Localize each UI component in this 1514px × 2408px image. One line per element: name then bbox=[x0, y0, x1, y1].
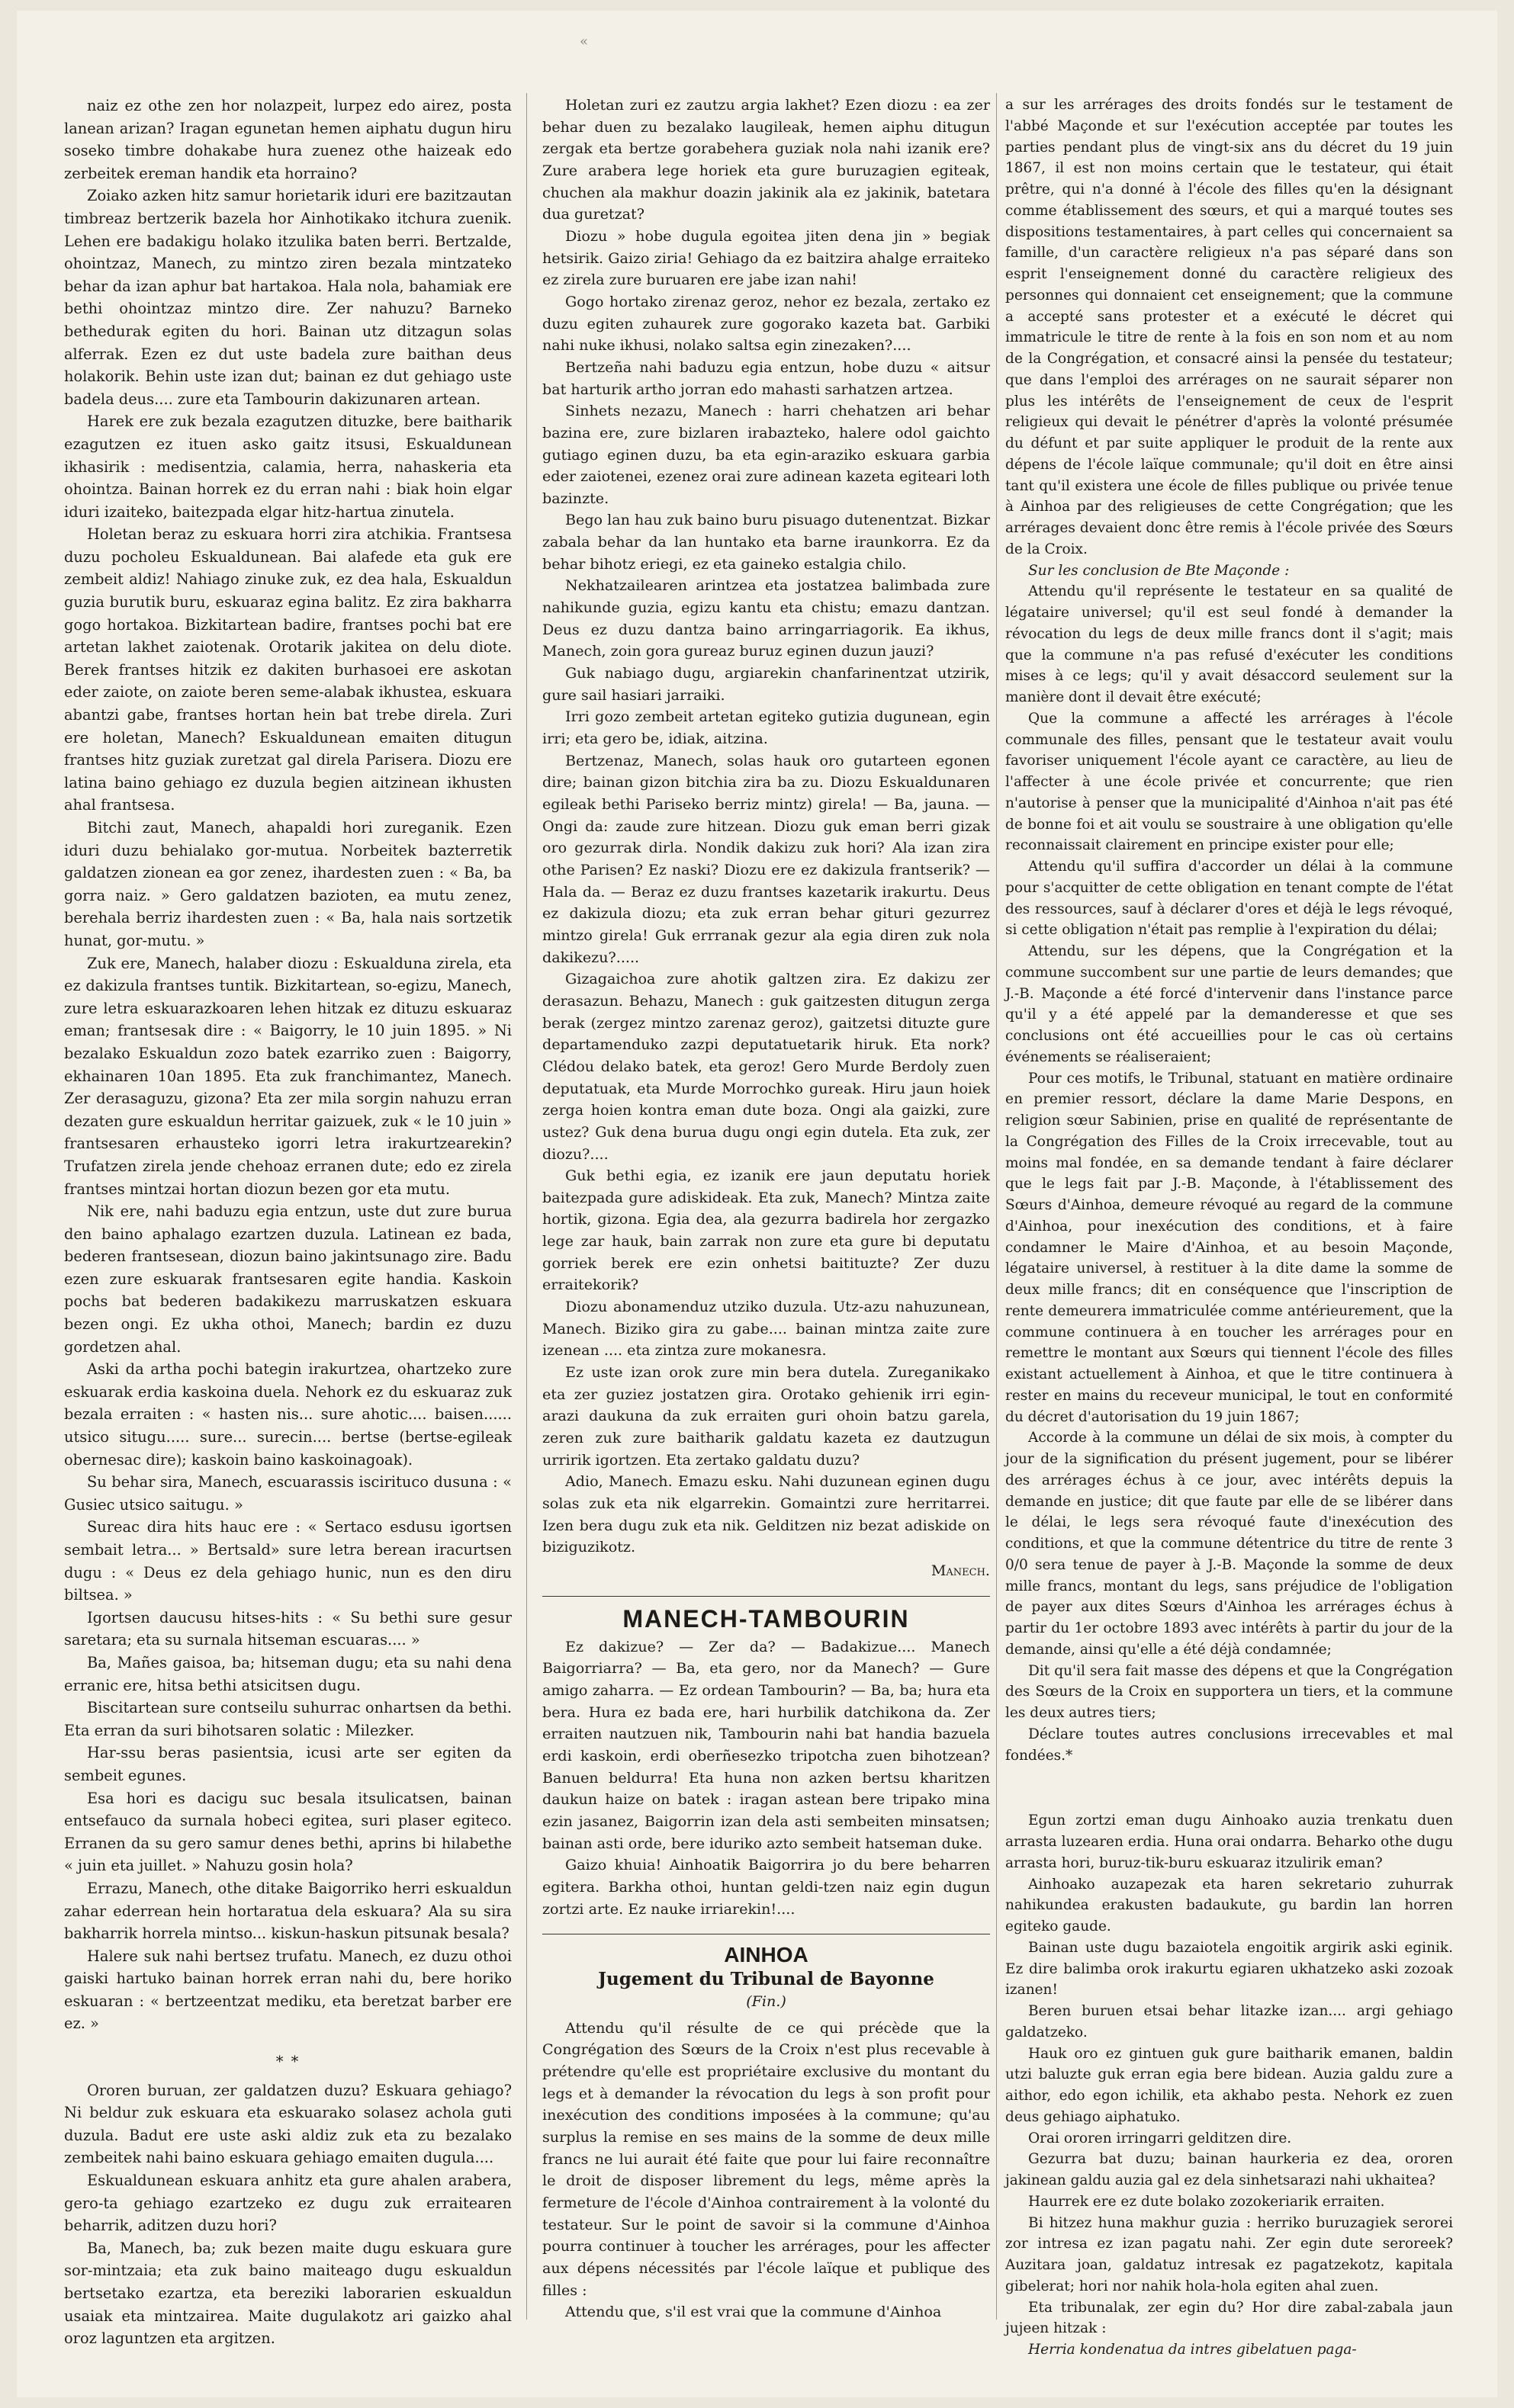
paragraph: Sureac dira hits hauc ere : « Sertaco esdusu igortsen sembait letra... » Bertsald» sure letra berean iracurtsen dugu : « Deus ez dela gehiago hunic, nun es den diru biltsea. » bbox=[64, 1518, 512, 1604]
paragraph: Bitchi zaut, Manech, ahapaldi hori zureganik. Ezen iduri duzu behialako gor-mutua. Norbeitek bazterretik galdatzen zionean ea gor zenez, ihardesten zuen : « Ba, ba gorra naiz. » Gero galdatzen bazioten, ea mutu zenez, berehala berriz ihardesten zuen : « Ba, hala nais sortzetik hunat, gor-mutu. » bbox=[64, 819, 512, 949]
paragraph: Ainhoako auzapezak eta haren sekretario zuhurrak nahikundea erakusten badaukute, gu bardin lan horren egiteko gaude. bbox=[1005, 1876, 1453, 1934]
paragraph: Eskualdunean eskuara anhitz eta gure ahalen arabera, gero-ta gehiago ezartzeko ez dugu zuk erraitearen beharrik, aditzen duzu hori? bbox=[64, 2172, 512, 2235]
paragraph: Holetan zuri ez zautzu argia lakhet? Ezen diozu : ea zer behar duen zu bezalako laugileak, hemen aiphu ditugun zergak eta bertze gorabehera guziak nola nahi izanik ere? Zure arabera lege horiek eta gure buruzagien egiteak, chuchen ala makhur doazin jakinik ala ez jakinik, batetara dua guretzat? bbox=[542, 96, 990, 223]
paragraph: Harek ere zuk bezala ezagutzen dituzke, bere baitharik ezagutzen ez ituen asko gaitz itsusi, Eskualdunean ikhasirik : medisentzia, calamia, herra, nahaskeria eta ohointza. Bainan horrek ez du erran nahi : biak hoin elgar iduri izaiteko, baitezpada elgar hitz-hartua zinutela. bbox=[64, 413, 512, 521]
paragraph: Zuk ere, Manech, halaber diozu : Eskualduna zirela, eta ez dakizula frantses tuntik. Bizkitartean, so-egizu, Manech, zure letra eskuarazkoaren lehen hitzak ez dituzu eskuaraz eman; frantsesak dire : « Baigorry, le 10 juin 1895. » Ni bezalako Eskualdun zozo batek ezarriko zuen : Baigorry, ekhainaren 10an 1895. Eta zuk franchimantez, Manech. Zer derasaguzu, gizona? Eta zer mila sorgin nahuzu erran dezaten gure eskualdun herritar gaizuek, zuk « le 10 juin » frantsesaren erhausteko igorri letra irakurtzearekin? Trufatzen zirela jende chehoaz erranen dute; edo ez zirela frantses mintzai hortan diozun bezen gor eta mutu. bbox=[64, 954, 512, 1198]
paragraph: naiz ez othe zen hor nolazpeit, lurpez edo airez, posta lanean arizan? Iragan egunetan hemen aiphatu dugun hiru soseko timbre dohakabe hura zuenez othe haizeak edo zerbeitek ereman handik eta horraino? bbox=[64, 97, 512, 182]
paragraph: Bego lan hau zuk baino buru pisuago dutenentzat. Bizkar zabala behar da lan huntako eta barne iraunkorra. Ez da behar bihotz eriegi, ez eta gaineko estalgia chilo. bbox=[542, 511, 990, 573]
paragraph: Errazu, Manech, othe ditake Baigorriko herri eskualdun zahar ederrean hein hortaratua dela eskuara? Ala su sira bakharrik horrela mintso... kiskun-haskun pitsunak besala? bbox=[64, 1879, 512, 1943]
continuation-note: (Fin.) bbox=[746, 1992, 786, 2011]
paragraph: a sur les arrérages des droits fondés sur le testament de l'abbé Maçonde et sur l'exécution acceptée par toutes les parties pendant plus de vingt-six ans du décret du 19 juin 1867, il est non moins certain que le testateur, qui était prêtre, qui n'a donné à l'école des filles qu'en la désignant comme établissement des sœurs, et qui a marqué toutes ses dispositions testamentaires, à part celles qui concernaient sa famille, d'un caractère religieux n'a pas séparé dans son esprit l'enseignement donné du caractère religieux des personnes qui donnaient cet enseignement; que la commune a accepté sans protester et a exécuté le décret qui immatricule le titre de rente à la fois en son nom et au nom de la Congrégation, et consacré ainsi la pensée du testateur; que dans l'emploi des arrérages on ne saurait séparer non plus les intérêts de l'enseignement de ceux de l'esprit religieux qui devait le pénétrer d'après la volonté présumée du défunt et par suite appliquer le produit de la rente aux dépens de l'école laïque communale; qu'il doit en être ainsi tant qu'il existera une école de filles publique ou privée tenue à Ainhoa par des religieuses de cette Congrégation; que les arrérages devaient donc être remis à l'école privée des Sœurs de la Croix. bbox=[1005, 97, 1453, 557]
paragraph: Gaizo khuia! Ainhoatik Baigorrira jo du bere beharren egitera. Barkha othoi, huntan geldi-tzen naiz egin dugun zortzi arte. Ez nauke irriarekin!.... bbox=[542, 1856, 990, 1918]
paragraph: Eta tribunalak, zer egin du? Hor dire zabal-zabala jaun jujeen hitzak : bbox=[1005, 2299, 1453, 2337]
paragraph: Bertzeña nahi baduzu egia entzun, hobe duzu « aitsur bat harturik artho jorran edo mahasti sarhatzen artzea. bbox=[542, 358, 990, 398]
paragraph: Ba, Manech, ba; zuk bezen maite dugu eskuara gure sor-mintzaia; eta zuk baino maiteago dugu eskualdun bertsetako ezartza, eta bereziki laborarien eskualdun usaiak eta mintzairea. Maite dugulakotz ari gaizko ahal oroz laguntzen eta argitzen. bbox=[64, 2239, 512, 2348]
divider bbox=[542, 1596, 990, 1597]
paragraph: Gezurra bat duzu; bainan haurkeria ez dea, ororen jakinean galdu auzia gal ez dela sinhetsarazi nahi ukhaitea? bbox=[1005, 2151, 1453, 2188]
paragraph: Hauk oro ez gintuen guk gure baitharik emanen, baldin utzi baluzte guk erran egia bere bidean. Auzia galdu zure a aithor, edo egon ichilik, eta akhabo pesta. Nehork ez zuen deus gehiago aiphatuko. bbox=[1005, 2045, 1453, 2125]
column-rule bbox=[996, 93, 997, 2320]
paragraph: Diozu abonamenduz utziko duzula. Utz-azu nahuzunean, Manech. Biziko gira zu gabe.... bainan mintza zaite zure izenean .... eta zintza zure mokanesra. bbox=[542, 1298, 990, 1360]
column-3 bbox=[1005, 95, 1453, 2361]
paragraph: Bi hitzez huna makhur guzia : herriko buruzagiek serorei zor intresa ez izan pagatu nahi. Zer egin dute seroreek? Auzitara joan, galdatuz intresak ez pagatzekotz, kapitala gibelerat; hori nor nahik hola-hola egiten ahal zuen. bbox=[1005, 2214, 1453, 2294]
paragraph: Attendu qu'il suffira d'accorder un délai à la commune pour s'acquitter de cette obligation en tenant compte de l'état des ressources, sauf à déclarer d'ores et déjà le legs révoqué, si cette obligation n'était pas remplie à l'expiration du délai; bbox=[1005, 859, 1453, 939]
paragraph: Nekhatzailearen arintzea eta jostatzea balimbada zure nahikunde guzia, egizu kantu eta chistu; emazu dantzan. Deus ez duzu dantza baino arringarriagorik. Ea ikhus, Manech, zoin gora gureaz buruz eginen duzun jauzi? bbox=[542, 576, 990, 660]
section-subheading: Jugement du Tribunal de Bayonne bbox=[598, 1969, 934, 1990]
paragraph: Egun zortzi eman dugu Ainhoako auzia trenkatu duen arrasta luzearen erdia. Huna orai ondarra. Beharko othe dugu arrasta hori, buruz-tik-buru eskuaraz itzulirik eman? bbox=[1005, 1812, 1453, 1871]
paragraph: Nik ere, nahi baduzu egia entzun, uste dut zure burua den baino aphalago ezartzen duzula. Latinean ez bada, bederen frantsesean, diozun baino jakintsunago zire. Badu ezen zure eskuarak frantsesaren egite handia. Kaskoin pochs bat bederen badakikezu marruskatzen eskuara bezen ongi. Ez ukha othoi, Manech; bardin ez duzu gordetzen ahal. bbox=[64, 1202, 512, 1356]
paragraph: Zoiako azken hitz samur horietarik iduri ere bazitzautan timbreaz bertzerik bazela hor Ainhotikako itchura zuenik. Lehen ere badakigu holako itzulika baten berri. Bertzalde, ohointzaz, Manech, zu mintzo ziren bezala mintzateko behar da izan aphur bat hartakoa. Hala nola, bahamiak ere bethi ohointzaz mintzo dire. Zer nahuzu? Barneko bethedurak egiten du hori. Bainan utz ditzagun solas alferrak. Ezen ez dut uste badela zure baithan deus holakorik. Behin uste izan dut; bainan ez dut gehiago uste badela deus.... zure eta Tambourin dakizunaren artean. bbox=[64, 187, 512, 408]
paragraph: Igortsen daucusu hitses-hits : « Su bethi sure gesur saretara; eta su surnala hitseman escuaras.... » bbox=[64, 1608, 512, 1649]
paragraph: Attendu qu'il résulte de ce qui précède que la Congrégation des Sœurs de la Croix n'est plus recevable à prétendre qu'elle est propriétaire exclusive du montant du legs et à demander la révocation du legs à son profit pour inexécution des conditions imposées à la commune; qu'au surplus la remise en ses mains de la somme de deux mille francs ne lui aurait été faite que pour lui faire reconnaître le droit de disposer librement du legs, même après la fermeture de l'école d'Ainhoa contrairement à la volonté du testateur. Sur le point de savoir si la commune d'Ainhoa pourra continuer à toucher les arrérages, pour les affecter aux dépens nécessités par l'école laïque et publique des filles : bbox=[542, 2018, 990, 2299]
paragraph: Sinhets nezazu, Manech : harri chehatzen ari behar bazina ere, zure bizlaren irabazteko, halere odol gaichto gutiago eginen duzu, ba eta egin-araziko eskuara garbia eder zaiotenei, ezenez orai zure adinean kazeta egiteari loth bazinzte. bbox=[542, 402, 990, 507]
paragraph: Guk bethi egia, ez izanik ere jaun deputatu horiek baitezpada gure adiskideak. Eta zuk, Manech? Mintza zaite hortik, gizona. Egia dea, ala gezurra badirela hor zergazko lege zar hauk, bain zarrak non zure eta gure bi deputatu gorriek berek ere ezin onhetsi baitituzte? Zer duzu erraitekorik? bbox=[542, 1167, 990, 1294]
paragraph: Aski da artha pochi bategin irakurtzea, ohartzeko zure eskuarak erdia kaskoina duela. Nehork ez du eskuaraz zuk bezala erraiten : « hasten nis... sure ahotic.... baisen...... utsico situgu..... sure... surecin.... bertse (bertse-egileak obernesac dire); kaskoin baino kaskoinagoak). bbox=[64, 1360, 512, 1469]
paragraph: Attendu, sur les dépens, que la Congrégation et la commune succombent sur une partie de leurs demandes; que J.-B. Maçonde a été forcé d'intervenir dans l'instance parce qu'il y a été appelé par la demanderesse et que ses conclusions ont été accueillies pour le cas où certains événements se réaliseraient; bbox=[1005, 943, 1453, 1065]
paragraph: Attendu qu'il représente le testateur en sa qualité de légataire universel; qu'il est seul fondé à demander la révocation du legs de deux mille francs dont il s'agit; mais que la commune n'a pas refusé d'exécuter les conditions mises à ce legs; qu'il y avait désaccord seulement sur la manière dont il devait être exécuté; bbox=[1005, 583, 1453, 705]
paragraph: Gizagaichoa zure ahotik galtzen zira. Ez dakizu zer derasazun. Behazu, Manech : guk gaitzesten ditugun zerga berak (zergez mintzo zarenaz geroz), gaitzetsi dituzte gure departamenduko zazpi deputatuetarik hiruk. Eta nork? Clédou delako batek, eta geroz! Gero Murde Berdoly zuen deputatuak, eta Murde Morrochko gureak. Hiru jaun hoiek zerga hoien kontra eman dute boza. Ongi ala gaizki, zure ustez? Guk dena burua dugu ongi egin dutela. Eta zuk, zer diozu?.... bbox=[542, 970, 990, 1163]
section-heading: AINHOA bbox=[724, 1943, 808, 1967]
paragraph: Holetan beraz zu eskuara horri zira atchikia. Frantsesa duzu pocholeu Eskualdunean. Bai alafede eta guk ere zembeit aldiz! Nahiago zinuke zuk, ez dea hala, Eskualdun guzia burutik buru, eskuaraz egina balitz. Ez zira bakharra gogo hortakoa. Bizkitartean badire, frantses pochi bat ere artetan lakhet zaiotenak. Orotarik jakitea on delu diote. Berek frantses hitzik ez dakiten burhasoei ere askotan eder zaiote, on zaiote beren seme-alabak ikhustea, eskuara abantzi gabe, frantses hortan hein bat trebe direla. Zuri ere holetan, Manech? Eskualdunean emaiten ditugun frantses hitz guziak zuretzat gal direla Parisera. Diozu ere latina baino gehiago ez duzula begien aitzinean ikhusten ahal frantsesa. bbox=[64, 525, 512, 814]
paragraph: Que la commune a affecté les arrérages à l'école communale des filles, pensant que le testateur avait voulu favoriser uniquement l'école ayant ce caractère, au lieu de l'affecter à une école privée et concurrente; que rien n'autorise à penser que la municipalité d'Ainhoa n'ait pas été de bonne foi et ait voulu se soustraire à une obligation qu'elle reconnaissait clairement en principe exister pour elle; bbox=[1005, 710, 1453, 854]
paragraph: Orai ororen irringarri gelditzen dire. bbox=[1028, 2130, 1292, 2146]
paragraph: Irri gozo zembeit artetan egiteko gutizia dugunean, egin irri; eta gero be, idiak, aitzina. bbox=[542, 708, 990, 748]
paragraph: Sur les conclusion de Bte Maçonde : bbox=[1028, 562, 1290, 579]
paragraph: Ba, Mañes gaisoa, ba; hitseman dugu; eta su nahi dena erranic ere, hitsa bethi atsicitsen dugu. bbox=[64, 1653, 512, 1694]
column-1 bbox=[64, 95, 512, 2350]
paragraph: Ez dakizue? — Zer da? — Badakizue.... Manech Baigorriarra? — Ba, eta gero, nor da Manech? — Gure amigo zaharra. — Ez ordean Tambourin? — Ba, ba; hura eta bera. Hura ez bada ere, hari hurbilik datchikona da. Zer erraiten nautzuen nik, Tambourin nahi bat handia bazuela erdi kaskoin, erdi oberñesezko tripotcha zuen bihotzean? Banuen beldurra! Eta huna non azken bertsu kharitzen daukun haize on batek : iragan astean bere tripako mina ezin jasanez, Baigorrin izan dela asti sembeiten minsatsen; bainan asti orde, bere iduriko azto sembeit hatseman duke. bbox=[542, 1637, 990, 1852]
paragraph: Esa hori es dacigu suc besala itsulicatsen, bainan entsefauco da surnala hobeci egitea, suri plaser egiteco. Erranen da su gero samur denes bethi, aprins bi hilabethe « juin eta juillet. » Nahuzu gosin hola? bbox=[64, 1789, 512, 1875]
paragraph: Déclare toutes autres conclusions irrecevables et mal fondées.* bbox=[1005, 1726, 1453, 1764]
newspaper-page bbox=[17, 11, 1497, 2397]
section-separator: * * bbox=[275, 2053, 301, 2071]
paragraph: Bertzenaz, Manech, solas hauk oro gutarteen egonen dire; bainan gizon bitchia zira ba zu. Diozu Eskualdunaren egileak bethi Pariseko berriz mintz) girela! — Ba, jauna. — Ongi da: zaude zure hitzean. Diozu guk eman berri gizak oro gezurrak dirla. Nondik dakizu zuk hori? Ala izan zira othe Parisen? Ez naski? Diozu ere ez dakizula frantserik? — Hala da. — Beraz ez duzu frantses kazetarik irakurtu. Deus ez dakizula diozu; eta zuk erran behar gituri gezurrez mintzo girela! Guk errranak gezur ala egia diren zuk nola dakikezu?..... bbox=[542, 751, 990, 966]
paragraph: Halere suk nahi bertsez trufatu. Manech, ez duzu othoi gaiski hartuko bainan horrek erran nahi du, bere horiko eskuaran : « bertzeentzat mediku, eta beretzat barber ere ez. » bbox=[64, 1947, 512, 2033]
paragraph: Adio, Manech. Emazu esku. Nahi duzunean eginen dugu solas zuk eta nik elgarrekin. Gomaintzi zure herritarrei. Izen bera dugu zuk eta nik. Gelditzen niz bezat adiskide on biziguzikotz. bbox=[542, 1472, 990, 1556]
paragraph: Guk nabiago dugu, argiarekin chanfarinentzat utzirik, gure sail hasiari jarraiki. bbox=[542, 664, 990, 704]
paragraph: Pour ces motifs, le Tribunal, statuant en matière ordinaire en premier ressort, déclare la dame Marie Despons, en religion sœur Sabinien, prise en qualité de représentante de la Congrégation des Filles de la Croix irrecevable, tout au moins mal fondée, en sa demande tendant à faire déclarer que le legs fait par J.-B. Maçonde, à l'établissement des Sœurs d'Ainhoa, demeure révoqué au regard de la commune d'Ainhoa, pour inexécution des conditions, et à faire condamner le Maire d'Ainhoa, et au besoin Maçonde, légataire universel, à restituer à la dite dame la somme de deux mille francs; dit en conséquence que l'inscription de rente demeurera immatriculée comme antérieurement, que la commune continuera à en toucher les arrérages pour en remettre le montant aux Sœurs qui tiennent l'école des filles existant actuellement à Ainhoa, et que le titre continuera à rester en mains du receveur municipal, le tout en conformité du décret d'autorisation du 19 juin 1867; bbox=[1005, 1070, 1453, 1425]
paragraph: Attendu que, s'il est vrai que la commune d'Ainhoa bbox=[565, 2303, 942, 2321]
column-2 bbox=[542, 95, 990, 2323]
paragraph: Dit qu'il sera fait masse des dépens et que la Congrégation des Sœurs de la Croix en supportera un tiers, et la commune les deux autres tiers; bbox=[1005, 1662, 1453, 1721]
page-corner-mark: « bbox=[580, 34, 589, 50]
paragraph: Accorde à la commune un délai de six mois, à compter du jour de la signification du présent jugement, pour se libérer des arrérages échus à ce jour, avec intérêts depuis la demande en justice; dit que faute par elle de se libérer dans le délai, le legs sera révoqué faute d'inexécution des conditions, et que la commune détentrice du titre de rente 3 0/0 sera tenue de payer à J.-B. Maçonde la somme de deux mille francs, montant du legs, sans préjudice de l'obligation de payer aux dites Sœurs d'Ainhoa les arrérages échus à partir du 1er octobre 1893 avec intérêts à partir du jour de la demande, ainsi qu'elle a été déjà condamnée; bbox=[1005, 1430, 1453, 1658]
paragraph: Haurrek ere ez dute bolako zozokeriarik erraiten. bbox=[1028, 2193, 1385, 2210]
paragraph: Su behar sira, Manech, escuarassis iscirituco dusuna : « Gusiec utsico saitugu. » bbox=[64, 1473, 512, 1514]
section-heading: MANECH-TAMBOURIN bbox=[622, 1604, 910, 1633]
paragraph: Ez uste izan orok zure min bera dutela. Zureganikako eta zer guziez jostatzen gira. Orotako gehienik irri egin-arazi daukuna da zuk erraiten guri ohoin batzu garela, zeren zuk zure baitharik galdatu kazeta ez dautzugun urririk igortzen. Eta zertako galdatu duzu? bbox=[542, 1363, 990, 1469]
paragraph: Har-ssu beras pasientsia, icusi arte ser egiten da sembeit egunes. bbox=[64, 1744, 512, 1784]
paragraph: Ororen buruan, zer galdatzen duzu? Eskuara gehiago? Ni beldur zuk eskuara eta eskuarako solasez achola guti duzula. Badut ere uste aski aldiz zuk eta zu bezalako zembeitek nahi baino eskuara gehiago emaiten dugula.... bbox=[64, 2081, 512, 2167]
paragraph: Biscitartean sure contseilu suhurrac onhartsen da bethi. Eta erran da suri bihotsaren solatic : Milezker. bbox=[64, 1699, 512, 1739]
paragraph: Bainan uste dugu bazaiotela engoitik argirik aski eginik. Ez dire balimba orok irakurtu egiaren ukhatzeko aski zozoak izanen! bbox=[1005, 1939, 1453, 1999]
paragraph: Diozu » hobe dugula egoitea jiten dena jin » begiak hetsirik. Gaizo ziria! Gehiago da ez baitzira ahalge erraiteko ez zirela zure buruaren ere jabe izan nahi! bbox=[542, 226, 990, 289]
paragraph: Beren buruen etsai behar litazke izan.... argi gehiago galdatzeko. bbox=[1005, 2003, 1453, 2040]
paragraph: Gogo hortako zirenaz geroz, nehor ez bezala, zertako ez duzu egiten zuhaurek zure gogorako kazeta bat. Garbiki nahi nuke ikhusi, nolako saltsa egin zinezaken?.... bbox=[542, 292, 990, 355]
paragraph: Herria kondenatua da intres gibelatuen paga- bbox=[1028, 2342, 1357, 2358]
column-rule bbox=[526, 93, 527, 2320]
signature: Manech. bbox=[931, 1561, 990, 1579]
spacer bbox=[1005, 1766, 1453, 1810]
